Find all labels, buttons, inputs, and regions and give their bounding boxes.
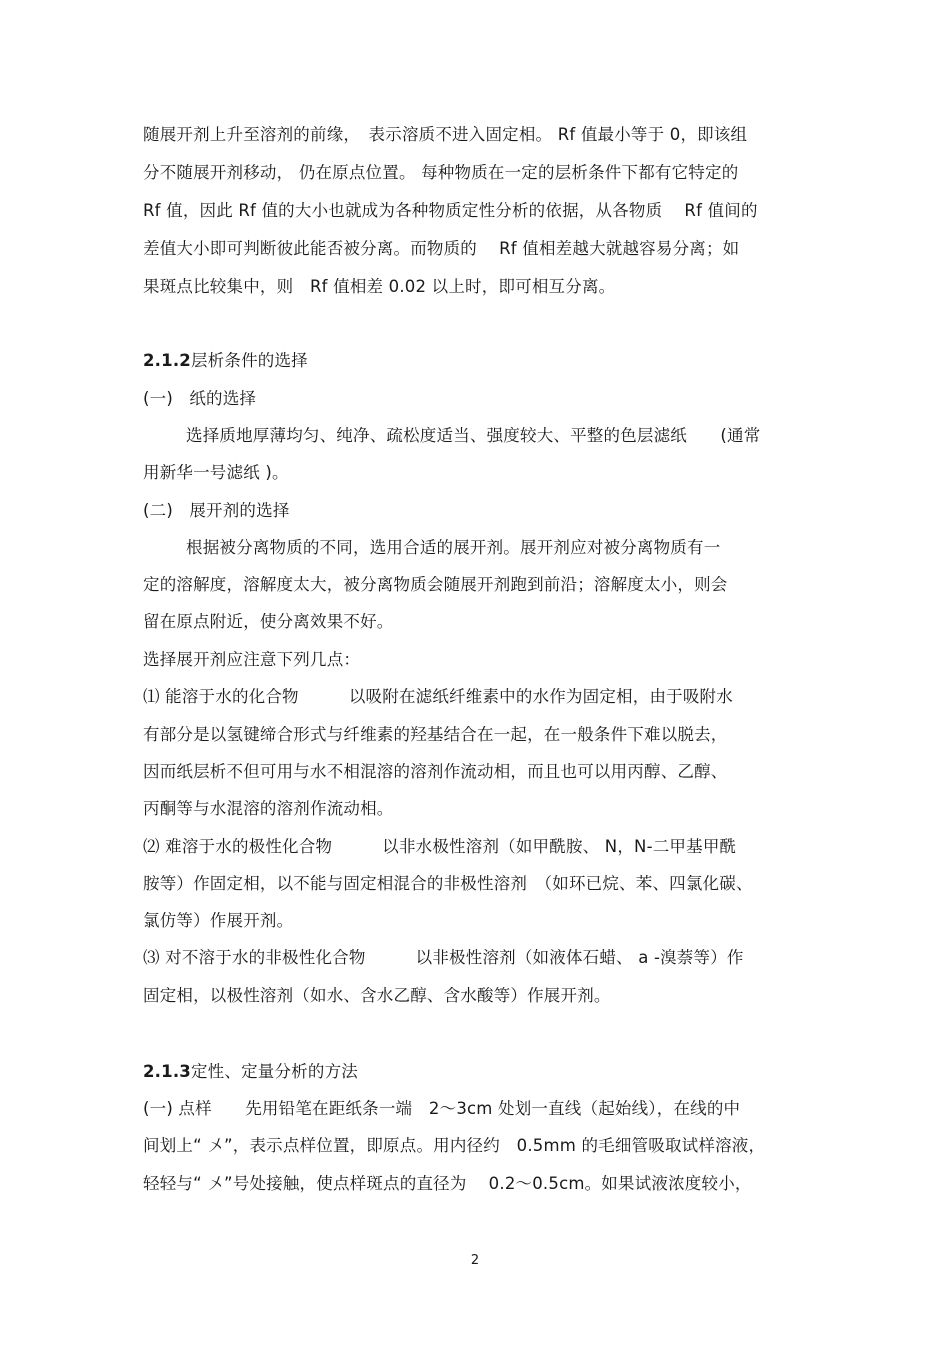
page-number: 2 [470, 1253, 480, 1268]
list-item-point-1: ⑴ 能溶于水的化合物 以吸附在滤纸纤维素中的水作为固定相，由于吸附水 [143, 687, 733, 706]
text-line: 选择展开剂应注意下列几点： [143, 650, 361, 669]
section-heading-2-1-3 [143, 1062, 358, 1082]
text-line: 定的溶解度，溶解度太大，被分离物质会随展开剂跑到前沿；溶解度太小，则会 [143, 575, 728, 594]
text-line: 轻轻与“ 〤”号处接触，使点样斑点的直径为 0.2～0.5cm。如果试液浓度较小， [143, 1174, 752, 1193]
list-item-point-3: ⑶ 对不溶于水的非极性化合物 以非极性溶剂（如液体石蜡、 a -溴萘等）作 [143, 948, 744, 967]
section-number: 2.1.2 [143, 351, 191, 370]
text-line: 差值大小即可判断彼此能否被分离。而物质的 Rf 值相差越大就越容易分离；如 [143, 239, 740, 258]
section-title: 定性、定量分析的方法 [190, 1062, 358, 1081]
text-line: 随展开剂上升至溶剂的前缘， 表示溶质不进入固定相。 Rf 值最小等于 0，即该组 [143, 125, 748, 144]
text-line: 选择质地厚薄均匀、纯净、疏松度适当、强度较大、平整的色层滤纸 (通常 [186, 426, 761, 445]
text-line: 氯仿等）作展开剂。 [143, 911, 294, 930]
text-line: 固定相，以极性溶剂（如水、含水乙醇、含水酸等）作展开剂。 [143, 986, 611, 1005]
subheading-title: 纸的选择 [189, 389, 257, 408]
text-line: 留在原点附近，使分离效果不好。 [143, 612, 394, 631]
text-line: 胺等）作固定相，以不能与固定相混合的非极性溶剂 （如环已烷、苯、四氯化碳、 [143, 874, 753, 893]
section-number: 2.1.3 [143, 1062, 191, 1081]
text-line: 果斑点比较集中，则 Rf 值相差 0.02 以上时，即可相互分离。 [143, 277, 616, 296]
text-line: 根据被分离物质的不同，选用合适的展开剂。展开剂应对被分离物质有一 [186, 538, 721, 557]
section-title: 层析条件的选择 [190, 351, 308, 370]
subheading-title: 展开剂的选择 [189, 501, 290, 520]
subheading-developer [143, 501, 290, 521]
text-line: 有部分是以氢键缔合形式与纤维素的羟基结合在一起，在一般条件下难以脱去， [143, 725, 728, 744]
subheading-paper [143, 389, 256, 409]
text-line: 间划上“ 〤”，表示点样位置，即原点。用内径约 0.5mm 的毛细管吸取试样溶液， [143, 1136, 766, 1155]
text-line: (一) 点样 先用铅笔在距纸条一端 2～3cm 处划一直线（起始线），在线的中 [143, 1099, 741, 1118]
subheading-label: (一) [143, 389, 173, 408]
subheading-label: (二) [143, 501, 173, 520]
text-line: 因而纸层析不但可用与水不相混溶的溶剂作流动相，而且也可以用丙醇、乙醇、 [143, 762, 728, 781]
section-heading-2-1-2 [143, 351, 308, 371]
text-line: 用新华一号滤纸 )。 [143, 463, 289, 482]
text-line: Rf 值，因此 Rf 值的大小也就成为各种物质定性分析的依据，从各物质 Rf 值间的 [143, 201, 758, 220]
text-line: 丙酮等与水混溶的溶剂作流动相。 [143, 799, 394, 818]
list-item-point-2: ⑵ 难溶于水的极性化合物 以非水极性溶剂（如甲酰胺、 N，N-二甲基甲酰 [143, 837, 737, 856]
text-line: 分不随展开剂移动， 仍在原点位置。 每种物质在一定的层析条件下都有它特定的 [143, 163, 739, 182]
